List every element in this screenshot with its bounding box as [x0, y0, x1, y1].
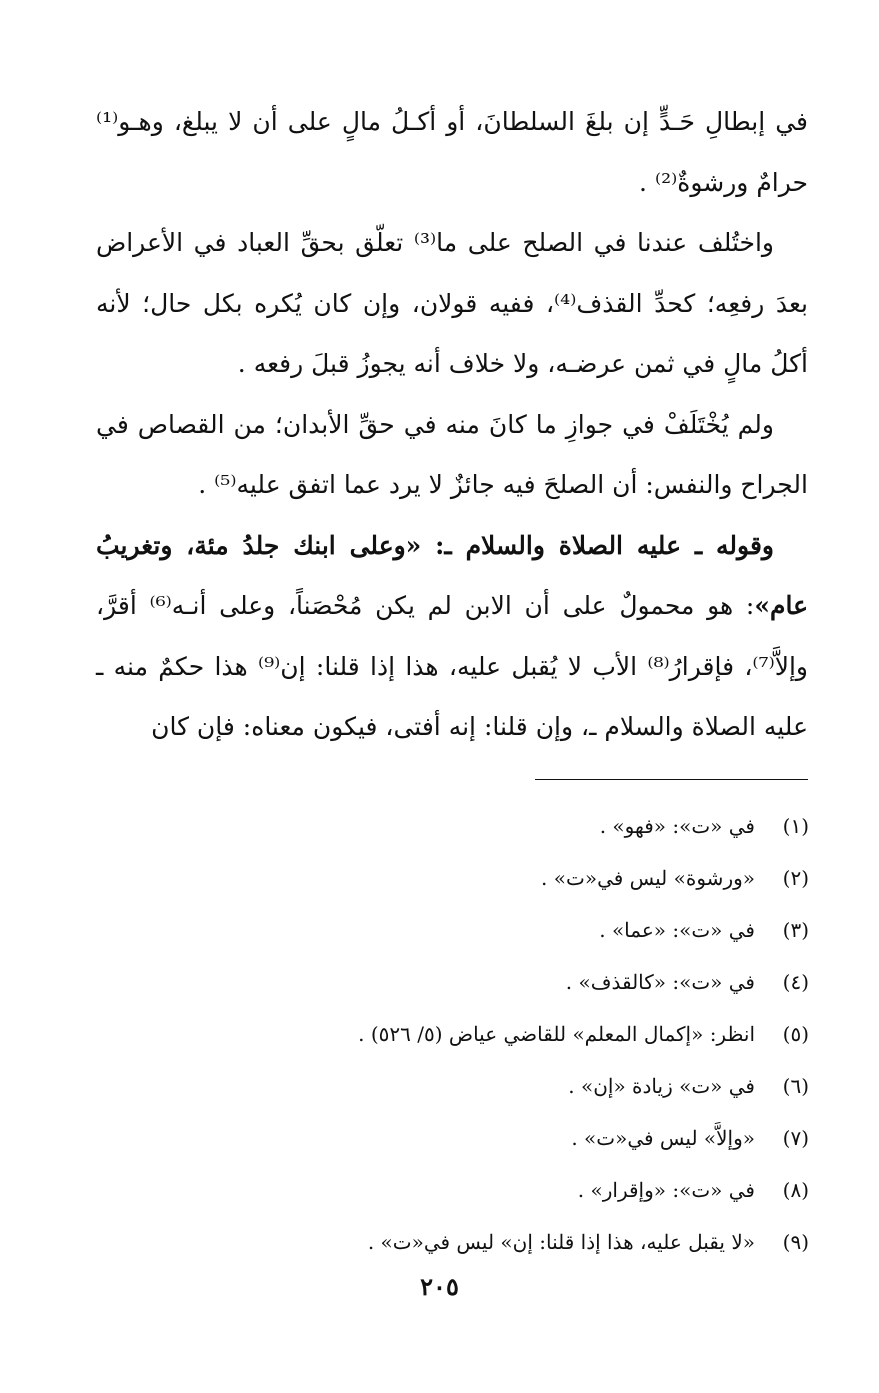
footnote-item: [189, 1060, 809, 1112]
footnote-item: [189, 956, 809, 1008]
footnote-number: (٣): [782, 918, 809, 942]
footnote-text: «ورشوة» ليس في«ت» .: [541, 866, 755, 890]
paragraph-4: [96, 516, 808, 758]
footnote-item: [189, 1216, 809, 1268]
footnote-separator: [535, 779, 808, 780]
paragraph-2-text: واختُلف عندنا في الصلح على ما⁽³⁾ تعلّق بحقِّ العباد في الأعراض بعدَ رفعِه؛ كحدِّ القذف⁽⁴⁾، ففيه قولان، وإن كان يُكره بكل حال؛ لأنه أكلُ مالٍ في ثمن عرضـه، ولا خلاف أنه يجوزُ قبلَ رفعه .: [96, 228, 808, 378]
footnotes-list: [189, 800, 809, 1268]
footnote-item: [189, 904, 809, 956]
footnote-text: في «ت»: «عما» .: [599, 918, 755, 942]
footnote-text: في «ت» زيادة «إن» .: [568, 1074, 755, 1098]
footnote-number: (١): [782, 814, 809, 838]
footnote-item: [189, 1164, 809, 1216]
footnote-item: [189, 1112, 809, 1164]
footnote-item: [189, 800, 809, 852]
footnote-number: (٢): [782, 866, 809, 890]
footnote-number: (٦): [782, 1074, 809, 1098]
paragraph-4-text: : هو محمولٌ على أن الابن لم يكن مُحْصَناً، وعلى أنـه⁽⁶⁾ أقرَّ، وإلاَّ⁽⁷⁾، فإقرارُ⁽⁸⁾ الأب لا يُقبل عليه، هذا إذا قلنا: إن⁽⁹⁾ هذا حكمٌ منه ـ عليه الصلاة والسلام ـ، وإن قلنا: إنه أفتى، فيكون معناه: فإن كان: [96, 591, 808, 741]
footnote-text: في «ت»: «وإقرار» .: [577, 1178, 755, 1202]
main-text: [96, 92, 808, 758]
footnote-number: (٩): [782, 1230, 809, 1254]
paragraph-1: [96, 92, 808, 213]
footnote-text: «لا يقبل عليه، هذا إذا قلنا: إن» ليس في«ت» .: [367, 1230, 755, 1254]
footnote-number: (٧): [782, 1126, 809, 1150]
footnote-number: (٤): [782, 970, 809, 994]
paragraph-3-text: ولم يُخْتَلَفْ في جوازِ ما كانَ منه في حقِّ الأبدان؛ من القصاص في الجراح والنفس: أن الصلحَ فيه جائزٌ لا يرد عما اتفق عليه⁽⁵⁾ .: [96, 409, 808, 499]
footnote-number: (٥): [782, 1022, 809, 1046]
paragraph-3: [96, 395, 808, 516]
footnote-item: [189, 1008, 809, 1060]
footnote-text: في «ت»: «فهو» .: [599, 814, 755, 838]
paragraph-4-hadith-quote: وقوله ـ عليه الصلاة والسلام ـ: «وعلى ابنك جلدُ مئة، وتغريبُ عام»: [96, 530, 808, 620]
page-number: ٢٠٥: [420, 1272, 459, 1301]
paragraph-2: [96, 213, 808, 395]
footnote-text: انظر: «إكمال المعلم» للقاضي عياض (٥/ ٥٢٦) .: [358, 1022, 755, 1046]
footnote-item: [189, 852, 809, 904]
footnote-text: «وإلاَّ» ليس في«ت» .: [571, 1126, 755, 1150]
footnote-number: (٨): [782, 1178, 809, 1202]
paragraph-1-text: في إبطالِ حَـدٍّ إن بلغَ السلطانَ، أو أكـلُ مالٍ على أن لا يبلغ، وهـو⁽¹⁾ حرامٌ ورشوةٌ⁽²⁾ .: [96, 107, 808, 197]
footnote-text: في «ت»: «كالقذف» .: [565, 970, 755, 994]
